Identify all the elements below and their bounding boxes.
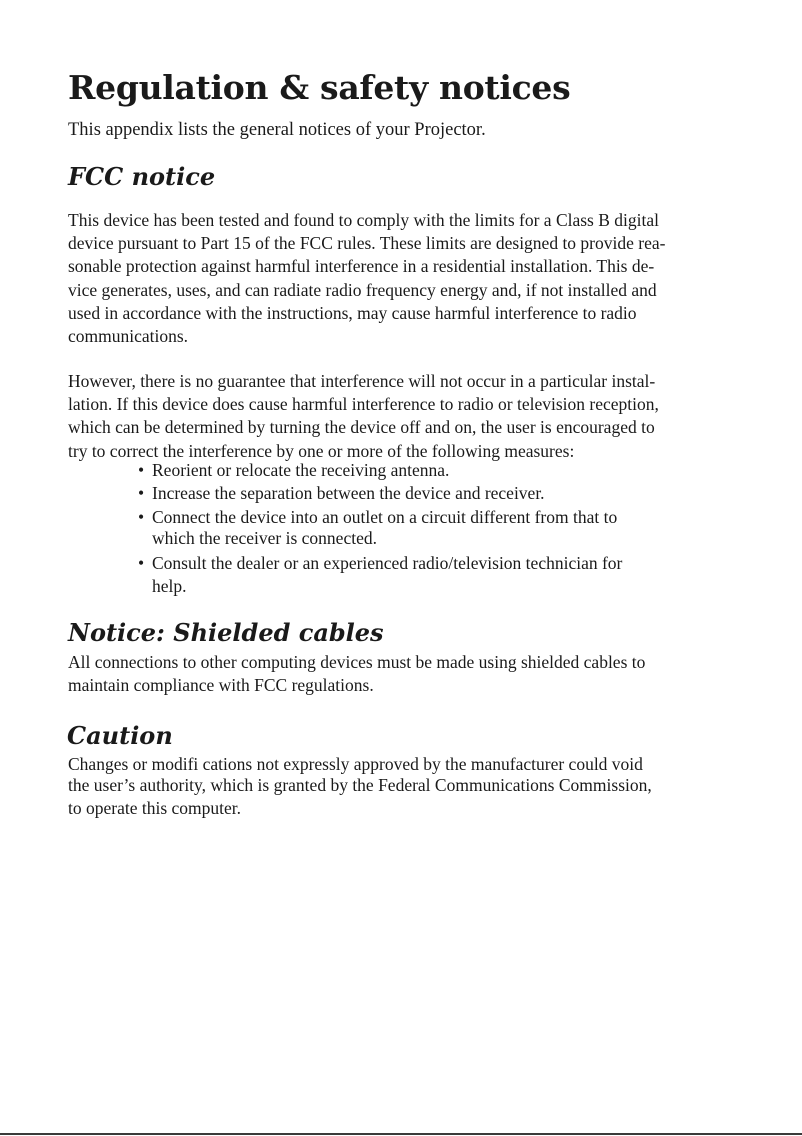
page-title: Regulation & safety notices	[68, 68, 571, 107]
bullet-icon: •	[138, 483, 145, 503]
shielded-cables-heading: Notice: Shielded cables	[68, 618, 384, 647]
text-line: Consult the dealer or an experienced radio/television technician for	[152, 553, 623, 573]
text-line: used in accordance with the instructions, may cause harmful interference to radio	[68, 302, 637, 323]
list-item	[138, 552, 738, 598]
intro-text: This appendix lists the general notices of your Projector.	[68, 120, 486, 140]
text-line: device pursuant to Part 15 of the FCC rules. These limits are designed to provide rea-	[68, 233, 666, 254]
footer-divider	[0, 1133, 802, 1135]
text-line: However, there is no guarantee that interference will not occur in a particular instal-	[68, 371, 656, 391]
caution-paragraph	[68, 755, 652, 820]
text-line: Changes or modifi cations not expressly approved by the manufacturer could void	[68, 754, 643, 774]
text-line: which can be determined by turning the device off and on, the user is encouraged to	[68, 417, 655, 438]
list-item	[138, 482, 738, 505]
text-line: try to correct the interference by one or more of the following measures:	[68, 440, 575, 461]
shielded-cables-paragraph	[68, 651, 645, 697]
bullet-icon: •	[138, 553, 145, 573]
list-item	[138, 507, 738, 549]
text-line: lation. If this device does cause harmful interference to radio or television reception,	[68, 394, 659, 415]
text-line: This device has been tested and found to comply with the limits for a Class B digital	[68, 210, 660, 230]
list-item	[138, 459, 738, 482]
bullet-icon: •	[138, 507, 145, 527]
text-line: sonable protection against harmful interference in a residential installation. This de-	[68, 256, 655, 277]
text-line: which the receiver is connected.	[152, 528, 377, 548]
text-line: help.	[152, 576, 187, 596]
measures-list	[138, 459, 738, 598]
text-line: vice generates, uses, and can radiate radio frequency energy and, if not installed and	[68, 279, 657, 300]
text-line: Connect the device into an outlet on a circuit different from that to	[152, 507, 618, 527]
text-line: communications.	[68, 326, 189, 347]
text-line: Increase the separation between the device and receiver.	[152, 483, 545, 503]
fcc-notice-heading: FCC notice	[68, 162, 216, 191]
text-line: maintain compliance with FCC regulations.	[68, 675, 374, 696]
text-line: All connections to other computing devices must be made using shielded cables to	[68, 652, 646, 672]
text-line: to operate this computer.	[68, 798, 242, 818]
text-line: the user’s authority, which is granted by the Federal Communications Commission,	[68, 775, 652, 795]
bullet-icon: •	[138, 460, 145, 480]
caution-heading: Caution	[67, 721, 173, 750]
fcc-paragraph-2	[68, 370, 659, 463]
fcc-paragraph-1	[68, 209, 665, 348]
text-line: Reorient or relocate the receiving antenna.	[152, 460, 450, 480]
